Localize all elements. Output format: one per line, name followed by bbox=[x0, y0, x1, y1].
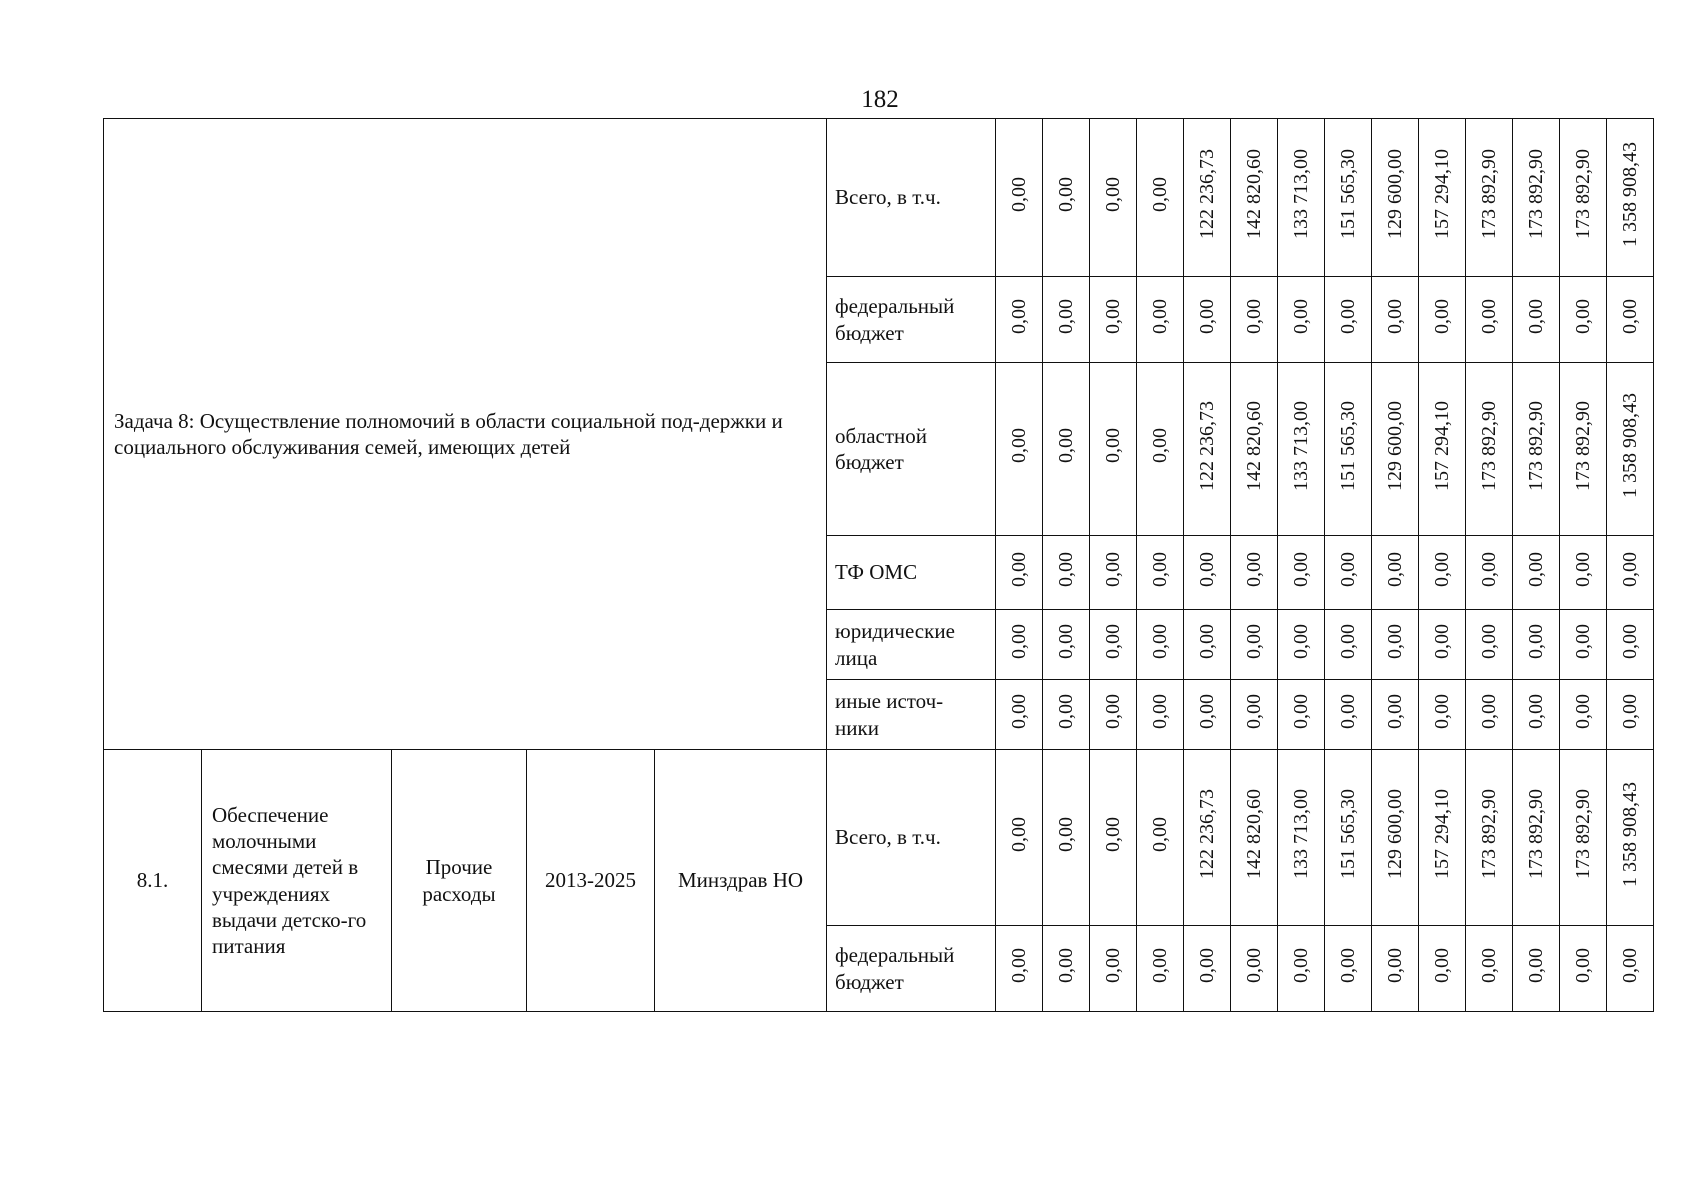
value-text: 0,00 bbox=[1290, 693, 1313, 729]
value-text: 151 565,30 bbox=[1337, 789, 1360, 880]
value-cell bbox=[1419, 277, 1466, 363]
value-text: 0,00 bbox=[1243, 693, 1266, 729]
value-cell bbox=[1466, 926, 1513, 1012]
value-text: 0,00 bbox=[1572, 947, 1595, 983]
source-label: ТФ ОМС bbox=[827, 536, 996, 610]
source-label: областной бюджет bbox=[827, 363, 996, 536]
value-text: 0,00 bbox=[1196, 298, 1219, 334]
value-text: 0,00 bbox=[1290, 947, 1313, 983]
value-cell bbox=[1607, 119, 1654, 277]
value-text: 0,00 bbox=[1478, 298, 1501, 334]
value-cell bbox=[1372, 536, 1419, 610]
value-text: 0,00 bbox=[1149, 693, 1172, 729]
value-cell bbox=[1184, 750, 1231, 926]
value-cell bbox=[1419, 680, 1466, 750]
value-cell bbox=[1607, 610, 1654, 680]
value-cell bbox=[1372, 119, 1419, 277]
value-cell bbox=[1466, 610, 1513, 680]
value-text: 0,00 bbox=[1149, 428, 1172, 464]
value-text: 129 600,00 bbox=[1384, 149, 1407, 240]
value-cell bbox=[1513, 363, 1560, 536]
value-cell bbox=[1231, 750, 1278, 926]
value-text: 0,00 bbox=[1055, 176, 1078, 212]
value-text: 0,00 bbox=[1384, 298, 1407, 334]
value-text: 0,00 bbox=[1384, 693, 1407, 729]
value-cell bbox=[1043, 363, 1090, 536]
page-number: 182 bbox=[861, 86, 899, 113]
value-text: 151 565,30 bbox=[1337, 149, 1360, 240]
value-text: 0,00 bbox=[1243, 947, 1266, 983]
table-row bbox=[104, 119, 1654, 277]
value-text: 157 294,10 bbox=[1431, 149, 1454, 240]
value-text: 0,00 bbox=[1102, 428, 1125, 464]
value-text: 0,00 bbox=[1619, 947, 1642, 983]
value-cell bbox=[1419, 363, 1466, 536]
value-text: 173 892,90 bbox=[1572, 149, 1595, 240]
source-label: федеральный бюджет bbox=[827, 277, 996, 363]
value-cell bbox=[1043, 680, 1090, 750]
value-cell bbox=[1560, 680, 1607, 750]
value-cell bbox=[1184, 363, 1231, 536]
value-cell bbox=[1560, 750, 1607, 926]
value-text: 0,00 bbox=[1102, 693, 1125, 729]
value-text: 0,00 bbox=[1196, 551, 1219, 587]
value-text: 0,00 bbox=[1008, 623, 1031, 659]
value-text: 0,00 bbox=[1572, 693, 1595, 729]
value-text: 0,00 bbox=[1055, 623, 1078, 659]
value-cell bbox=[1325, 363, 1372, 536]
value-cell bbox=[996, 277, 1043, 363]
value-text: 0,00 bbox=[1337, 693, 1360, 729]
value-cell bbox=[1090, 680, 1137, 750]
value-cell bbox=[1043, 926, 1090, 1012]
value-text: 0,00 bbox=[1243, 298, 1266, 334]
value-text: 0,00 bbox=[1478, 623, 1501, 659]
source-label: иные источ-ники bbox=[827, 680, 996, 750]
value-text: 173 892,90 bbox=[1572, 400, 1595, 491]
value-text: 122 236,73 bbox=[1196, 149, 1219, 240]
source-label: федеральный бюджет bbox=[827, 926, 996, 1012]
value-text: 1 358 908,43 bbox=[1619, 781, 1642, 887]
value-text: 0,00 bbox=[1008, 176, 1031, 212]
value-cell bbox=[1090, 750, 1137, 926]
value-cell bbox=[1090, 119, 1137, 277]
value-text: 0,00 bbox=[1478, 551, 1501, 587]
value-cell bbox=[1513, 610, 1560, 680]
value-cell bbox=[1419, 610, 1466, 680]
value-cell bbox=[1607, 536, 1654, 610]
value-text: 0,00 bbox=[1196, 623, 1219, 659]
executor: Минздрав НО bbox=[655, 750, 827, 1012]
value-cell bbox=[1419, 536, 1466, 610]
value-cell bbox=[1513, 926, 1560, 1012]
value-text: 0,00 bbox=[1243, 551, 1266, 587]
value-cell bbox=[1278, 926, 1325, 1012]
value-cell bbox=[1184, 277, 1231, 363]
value-cell bbox=[1466, 536, 1513, 610]
value-cell bbox=[1137, 750, 1184, 926]
value-text: 0,00 bbox=[1008, 428, 1031, 464]
value-cell bbox=[1325, 610, 1372, 680]
value-text: 0,00 bbox=[1149, 947, 1172, 983]
value-text: 0,00 bbox=[1055, 947, 1078, 983]
value-cell bbox=[1372, 363, 1419, 536]
value-text: 0,00 bbox=[1619, 298, 1642, 334]
value-text: 142 820,60 bbox=[1243, 149, 1266, 240]
value-cell bbox=[1607, 680, 1654, 750]
value-cell bbox=[1560, 119, 1607, 277]
value-cell bbox=[996, 750, 1043, 926]
value-cell bbox=[1560, 610, 1607, 680]
value-cell bbox=[1090, 363, 1137, 536]
value-cell bbox=[1278, 610, 1325, 680]
source-label: Всего, в т.ч. bbox=[827, 119, 996, 277]
value-cell bbox=[1419, 750, 1466, 926]
value-cell bbox=[996, 363, 1043, 536]
value-text: 0,00 bbox=[1525, 298, 1548, 334]
value-text: 0,00 bbox=[1008, 551, 1031, 587]
value-cell bbox=[1278, 750, 1325, 926]
value-text: 157 294,10 bbox=[1431, 789, 1454, 880]
value-text: 0,00 bbox=[1149, 176, 1172, 212]
value-text: 122 236,73 bbox=[1196, 789, 1219, 880]
value-cell bbox=[1513, 680, 1560, 750]
table-row bbox=[104, 750, 1654, 926]
item-name: Обеспечение молочными смесями детей в учреждениях выдачи детско-го питания bbox=[202, 750, 392, 1012]
value-text: 0,00 bbox=[1525, 947, 1548, 983]
value-text: 0,00 bbox=[1337, 298, 1360, 334]
value-cell bbox=[1043, 277, 1090, 363]
value-text: 0,00 bbox=[1102, 623, 1125, 659]
value-text: 0,00 bbox=[1572, 298, 1595, 334]
value-text: 173 892,90 bbox=[1525, 149, 1548, 240]
expense-type: Прочие расходы bbox=[392, 750, 527, 1012]
value-cell bbox=[1231, 680, 1278, 750]
value-text: 0,00 bbox=[1572, 551, 1595, 587]
value-cell bbox=[1278, 119, 1325, 277]
value-cell bbox=[1184, 926, 1231, 1012]
value-text: 0,00 bbox=[1290, 623, 1313, 659]
value-cell bbox=[1184, 536, 1231, 610]
value-text: 142 820,60 bbox=[1243, 789, 1266, 880]
value-cell bbox=[1607, 363, 1654, 536]
value-text: 0,00 bbox=[1149, 551, 1172, 587]
task-title: Задача 8: Осуществление полномочий в области социальной под-держки и социального обслуживания семей, имеющих детей bbox=[104, 119, 827, 750]
value-text: 1 358 908,43 bbox=[1619, 141, 1642, 247]
value-text: 133 713,00 bbox=[1290, 789, 1313, 880]
value-text: 0,00 bbox=[1055, 298, 1078, 334]
value-cell bbox=[1560, 536, 1607, 610]
value-cell bbox=[1184, 119, 1231, 277]
value-cell bbox=[1090, 610, 1137, 680]
budget-table bbox=[103, 118, 1654, 1012]
value-text: 129 600,00 bbox=[1384, 789, 1407, 880]
value-text: 0,00 bbox=[1431, 298, 1454, 334]
value-cell bbox=[1137, 926, 1184, 1012]
value-cell bbox=[1231, 277, 1278, 363]
value-text: 142 820,60 bbox=[1243, 400, 1266, 491]
value-cell bbox=[1560, 277, 1607, 363]
value-cell bbox=[1372, 277, 1419, 363]
value-text: 173 892,90 bbox=[1478, 789, 1501, 880]
value-cell bbox=[1043, 610, 1090, 680]
value-cell bbox=[1607, 926, 1654, 1012]
value-text: 0,00 bbox=[1619, 623, 1642, 659]
source-label: Всего, в т.ч. bbox=[827, 750, 996, 926]
value-cell bbox=[1466, 119, 1513, 277]
value-cell bbox=[1513, 277, 1560, 363]
value-cell bbox=[1560, 926, 1607, 1012]
value-text: 0,00 bbox=[1572, 623, 1595, 659]
value-text: 0,00 bbox=[1102, 298, 1125, 334]
value-cell bbox=[1231, 536, 1278, 610]
value-text: 0,00 bbox=[1055, 816, 1078, 852]
value-cell bbox=[1372, 926, 1419, 1012]
value-cell bbox=[1231, 926, 1278, 1012]
value-text: 173 892,90 bbox=[1478, 400, 1501, 491]
value-cell bbox=[1231, 363, 1278, 536]
value-cell bbox=[1231, 119, 1278, 277]
value-text: 1 358 908,43 bbox=[1619, 393, 1642, 499]
value-text: 0,00 bbox=[1525, 693, 1548, 729]
value-text: 0,00 bbox=[1008, 947, 1031, 983]
value-cell bbox=[1231, 610, 1278, 680]
value-text: 0,00 bbox=[1290, 298, 1313, 334]
value-text: 0,00 bbox=[1431, 623, 1454, 659]
value-text: 0,00 bbox=[1196, 947, 1219, 983]
value-cell bbox=[1090, 536, 1137, 610]
value-cell bbox=[1090, 277, 1137, 363]
value-text: 0,00 bbox=[1431, 693, 1454, 729]
value-text: 0,00 bbox=[1384, 551, 1407, 587]
value-text: 0,00 bbox=[1055, 693, 1078, 729]
value-text: 0,00 bbox=[1290, 551, 1313, 587]
value-cell bbox=[1137, 119, 1184, 277]
value-cell bbox=[1325, 536, 1372, 610]
value-text: 129 600,00 bbox=[1384, 400, 1407, 491]
value-text: 0,00 bbox=[1337, 551, 1360, 587]
value-cell bbox=[1607, 277, 1654, 363]
value-text: 0,00 bbox=[1478, 947, 1501, 983]
value-text: 0,00 bbox=[1102, 176, 1125, 212]
value-text: 0,00 bbox=[1337, 623, 1360, 659]
value-text: 0,00 bbox=[1478, 693, 1501, 729]
value-cell bbox=[1325, 926, 1372, 1012]
value-text: 0,00 bbox=[1055, 551, 1078, 587]
value-cell bbox=[1137, 277, 1184, 363]
value-cell bbox=[1325, 277, 1372, 363]
value-cell bbox=[1372, 750, 1419, 926]
value-cell bbox=[1419, 926, 1466, 1012]
value-text: 122 236,73 bbox=[1196, 400, 1219, 491]
value-text: 0,00 bbox=[1008, 816, 1031, 852]
value-cell bbox=[1325, 750, 1372, 926]
value-cell bbox=[1278, 277, 1325, 363]
value-text: 0,00 bbox=[1008, 693, 1031, 729]
value-cell bbox=[1137, 680, 1184, 750]
value-text: 0,00 bbox=[1149, 298, 1172, 334]
value-cell bbox=[1278, 536, 1325, 610]
value-cell bbox=[996, 610, 1043, 680]
value-text: 151 565,30 bbox=[1337, 400, 1360, 491]
value-text: 0,00 bbox=[1431, 551, 1454, 587]
value-text: 0,00 bbox=[1619, 551, 1642, 587]
value-text: 0,00 bbox=[1337, 947, 1360, 983]
item-number: 8.1. bbox=[104, 750, 202, 1012]
value-cell bbox=[1466, 750, 1513, 926]
value-cell bbox=[1137, 536, 1184, 610]
value-text: 0,00 bbox=[1102, 947, 1125, 983]
value-cell bbox=[996, 119, 1043, 277]
value-text: 0,00 bbox=[1196, 693, 1219, 729]
value-text: 133 713,00 bbox=[1290, 400, 1313, 491]
value-text: 133 713,00 bbox=[1290, 149, 1313, 240]
value-text: 0,00 bbox=[1243, 623, 1266, 659]
value-cell bbox=[1513, 750, 1560, 926]
value-text: 0,00 bbox=[1431, 947, 1454, 983]
value-cell bbox=[1137, 363, 1184, 536]
value-cell bbox=[1466, 680, 1513, 750]
value-cell bbox=[1278, 680, 1325, 750]
value-cell bbox=[1372, 680, 1419, 750]
value-cell bbox=[1560, 363, 1607, 536]
value-text: 0,00 bbox=[1149, 816, 1172, 852]
value-text: 173 892,90 bbox=[1525, 789, 1548, 880]
period: 2013-2025 bbox=[527, 750, 655, 1012]
value-text: 0,00 bbox=[1384, 623, 1407, 659]
value-text: 173 892,90 bbox=[1525, 400, 1548, 491]
value-cell bbox=[1513, 536, 1560, 610]
value-cell bbox=[996, 536, 1043, 610]
value-cell bbox=[1137, 610, 1184, 680]
value-text: 0,00 bbox=[1525, 623, 1548, 659]
value-cell bbox=[1466, 277, 1513, 363]
value-text: 0,00 bbox=[1102, 816, 1125, 852]
value-text: 157 294,10 bbox=[1431, 400, 1454, 491]
value-text: 0,00 bbox=[1384, 947, 1407, 983]
value-cell bbox=[1513, 119, 1560, 277]
value-text: 173 892,90 bbox=[1478, 149, 1501, 240]
value-cell bbox=[1090, 926, 1137, 1012]
value-cell bbox=[1184, 610, 1231, 680]
value-cell bbox=[1043, 119, 1090, 277]
source-label: юридические лица bbox=[827, 610, 996, 680]
value-cell bbox=[1372, 610, 1419, 680]
value-cell bbox=[996, 926, 1043, 1012]
value-text: 0,00 bbox=[1525, 551, 1548, 587]
value-cell bbox=[1325, 119, 1372, 277]
value-text: 0,00 bbox=[1619, 693, 1642, 729]
value-cell bbox=[1419, 119, 1466, 277]
value-cell bbox=[1466, 363, 1513, 536]
value-cell bbox=[1278, 363, 1325, 536]
value-text: 173 892,90 bbox=[1572, 789, 1595, 880]
value-text: 0,00 bbox=[1149, 623, 1172, 659]
value-cell bbox=[1325, 680, 1372, 750]
value-text: 0,00 bbox=[1102, 551, 1125, 587]
value-cell bbox=[1184, 680, 1231, 750]
value-text: 0,00 bbox=[1008, 298, 1031, 334]
value-cell bbox=[1607, 750, 1654, 926]
value-cell bbox=[996, 680, 1043, 750]
value-text: 0,00 bbox=[1055, 428, 1078, 464]
value-cell bbox=[1043, 536, 1090, 610]
value-cell bbox=[1043, 750, 1090, 926]
